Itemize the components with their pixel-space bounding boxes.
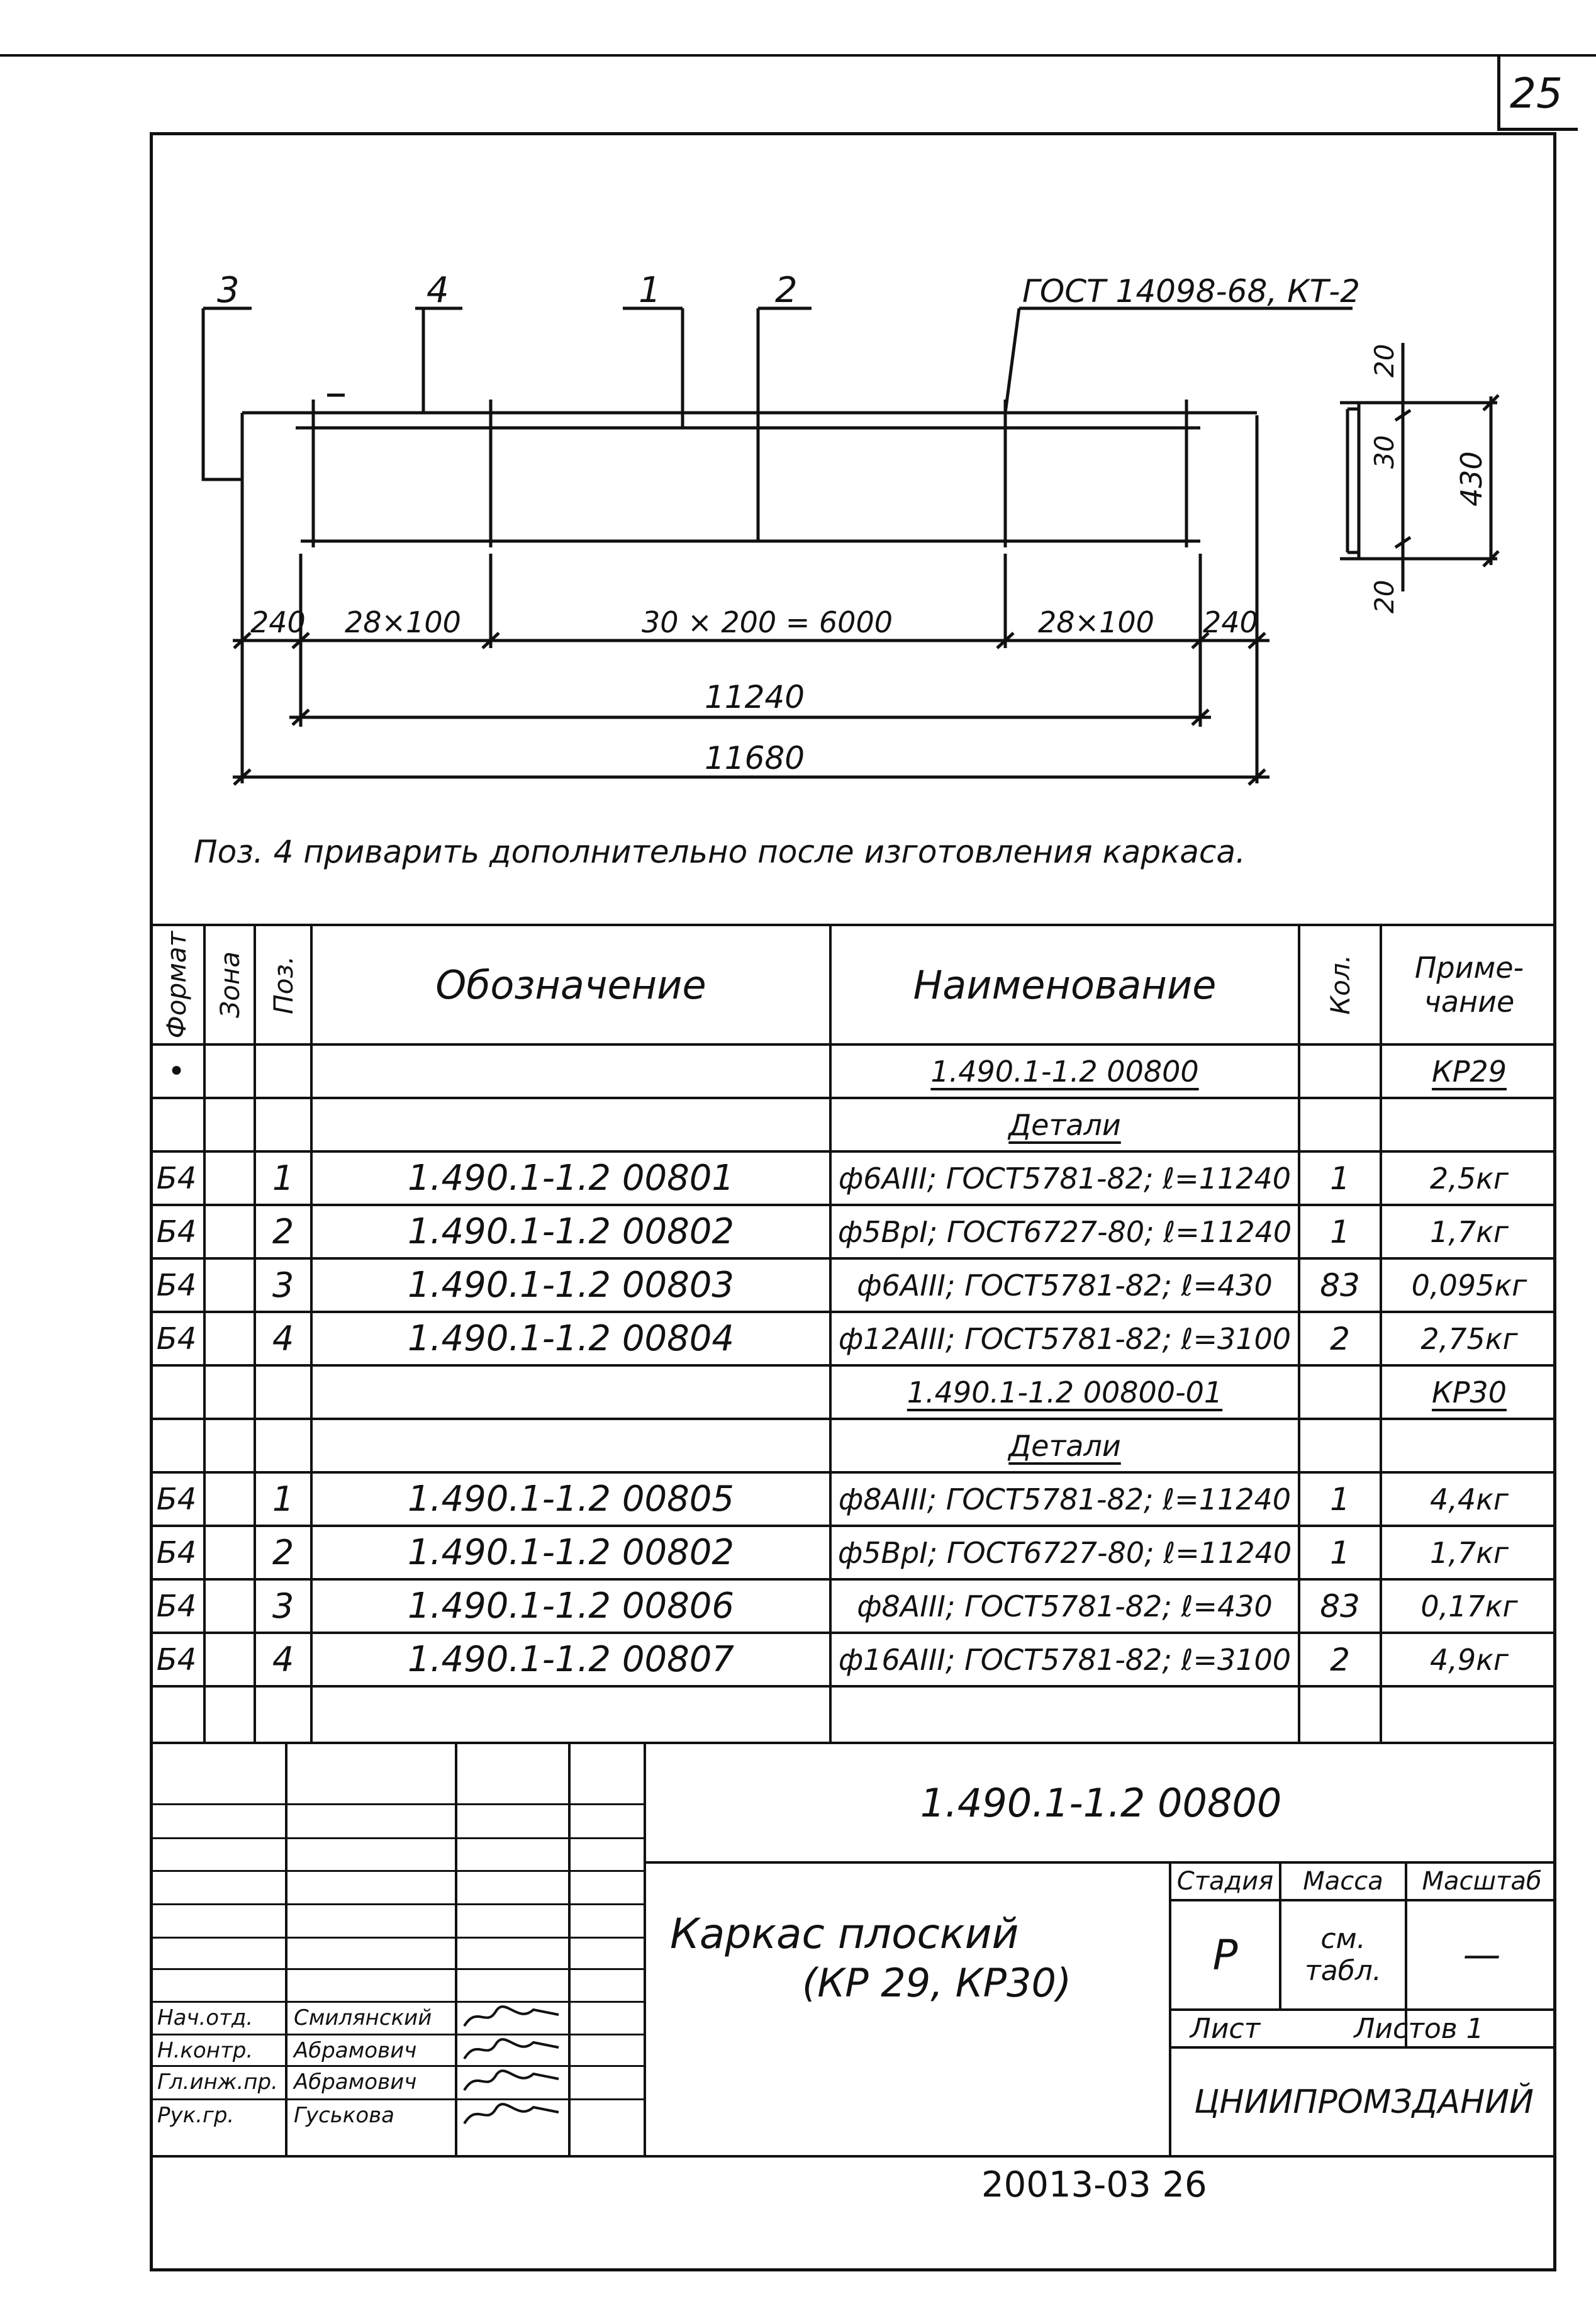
spec-cell-qty: 1 [1330,1160,1350,1197]
spec-cell-qty: 1 [1330,1481,1350,1518]
spec-cell-name: ф6АIII; ГОСТ5781-82; ℓ=11240 [838,1161,1292,1195]
mass-value: см. табл. [1305,1923,1381,1987]
sheets-label: Листов 1 [1354,2012,1484,2045]
spec-cell-zone [206,1313,254,1364]
header-note: Приме-чание [1414,951,1524,1019]
spec-cell-note: КР30 [1432,1375,1507,1409]
spec-cell-name: ф12АIII; ГОСТ5781-82; ℓ=3100 [838,1321,1292,1356]
sheet-label: Лист [1190,2012,1261,2045]
spec-cell-format: Б4 [156,1214,197,1250]
scale-value: — [1463,1933,1501,1977]
spec-cell-format [150,1099,203,1150]
spec-cell-name: Детали [1008,1428,1121,1463]
dim-11240: 11240 [705,679,805,715]
header-pos: Поз. [267,955,299,1014]
header-zone: Зона [214,951,245,1018]
spec-cell-qty: 1 [1330,1534,1350,1571]
spec-cell-pos: 2 [272,1533,294,1572]
title-line-1: Каркас плоский [670,1910,1019,1958]
section-dim-20-bottom: 20 [1369,579,1400,613]
spec-cell-pos [256,1420,310,1471]
spec-cell-zone [206,1367,254,1418]
section-dim-430: 430 [1454,451,1488,507]
spec-cell-zone [206,1206,254,1257]
spec-cell-note: 1,7кг [1429,1214,1509,1249]
spec-cell-name: ф8АIII; ГОСТ5781-82; ℓ=11240 [838,1482,1292,1516]
footer-code: 20013-03 26 [981,2164,1207,2205]
spec-cell-designation [313,1367,829,1418]
stage-value: Р [1212,1930,1238,1979]
spec-cell-pos: 3 [272,1586,294,1626]
spec-cell-qty: 83 [1320,1587,1360,1625]
spec-cell-qty [1300,1420,1380,1471]
spec-cell-name: ф16АIII; ГОСТ5781-82; ℓ=3100 [838,1642,1292,1677]
dim-30x200: 30 × 200 = 6000 [642,605,893,639]
spec-cell-qty: 1 [1330,1213,1350,1250]
spec-cell-name: ф5ВрI; ГОСТ6727-80; ℓ=11240 [837,1535,1292,1570]
spec-cell-zone [206,1046,254,1097]
section-dim-30: 30 [1369,435,1400,469]
spec-cell-pos [256,1046,310,1097]
spec-cell-pos: 3 [272,1265,294,1305]
pos-tag-3: 3 [217,270,240,311]
signature-name: Абрамович [294,2038,417,2063]
spec-cell-designation: 1.490.1-1.2 00802 [408,1532,734,1573]
spec-cell-format: Б4 [156,1481,197,1517]
spec-cell-zone [206,1527,254,1578]
spec-cell-qty: 2 [1330,1320,1350,1357]
spec-cell-name: ф8АIII; ГОСТ5781-82; ℓ=430 [857,1589,1273,1623]
header-qty: Кол. [1324,955,1356,1015]
dim-240-right: 240 [1203,605,1258,639]
spec-cell-format: Б4 [156,1588,197,1624]
organization: ЦНИИПРОМЗДАНИЙ [1194,2083,1534,2121]
spec-cell-pos [256,1367,310,1418]
signature-name: Абрамович [294,2069,417,2095]
pos-tag-4: 4 [427,270,449,311]
handwritten-signature [458,2035,565,2066]
spec-cell-zone [206,1260,254,1311]
spec-cell-qty: 2 [1330,1641,1350,1678]
spec-cell-designation: 1.490.1-1.2 00801 [408,1158,734,1199]
spec-cell-pos: 2 [272,1212,294,1251]
spec-cell-name: Детали [1008,1107,1121,1142]
pos-tag-2: 2 [775,270,798,311]
spec-cell-designation: 1.490.1-1.2 00805 [408,1479,734,1520]
handwritten-signature [458,2066,565,2098]
spec-cell-note: 4,4кг [1429,1482,1509,1516]
spec-cell-name: 1.490.1-1.2 00800-01 [907,1375,1223,1409]
spec-cell-name: ф5ВрI; ГОСТ6727-80; ℓ=11240 [837,1214,1292,1249]
spec-cell-format: Б4 [156,1267,197,1303]
header-name: Наименование [913,961,1217,1008]
spec-cell-zone [206,1581,254,1632]
signature-role: Гл.инж.пр. [157,2069,278,2095]
spec-cell-zone [206,1099,254,1150]
spec-cell-designation: 1.490.1-1.2 00803 [408,1265,734,1306]
spec-cell-note [1382,1420,1556,1471]
spec-cell-qty [1300,1046,1380,1097]
spec-cell-note: 2,5кг [1429,1161,1509,1195]
spec-cell-note: 0,17кг [1420,1589,1518,1623]
spec-cell-note: 4,9кг [1429,1642,1509,1677]
header-format: Формат [161,931,192,1039]
signature-role: Рук.гр. [157,2103,235,2128]
spec-cell-format: Б4 [156,1321,197,1357]
spec-cell-zone [206,1420,254,1471]
spec-cell-format: Б4 [156,1160,197,1196]
spec-cell-note: 2,75кг [1420,1321,1518,1356]
mass-label: Масса [1303,1867,1383,1896]
dim-28x100-right: 28×100 [1038,605,1154,639]
spec-cell-note: 0,095кг [1411,1268,1527,1302]
handwritten-signature [458,2100,565,2131]
spec-cell-pos: 1 [272,1158,294,1198]
spec-cell-designation: 1.490.1-1.2 00806 [408,1586,734,1626]
spec-cell-designation [313,1046,829,1097]
spec-cell-qty [1300,1367,1380,1418]
spec-cell-pos [256,1099,310,1150]
dim-11680: 11680 [705,740,805,776]
spec-cell-format [150,1420,203,1471]
section-dim-20-top: 20 [1369,344,1400,378]
spec-cell-zone [206,1153,254,1204]
page-number: 25 [1510,69,1563,118]
doc-code: 1.490.1-1.2 00800 [920,1779,1282,1826]
pos-tag-1: 1 [639,270,661,311]
spec-cell-qty: 83 [1320,1267,1360,1304]
spec-cell-pos: 1 [272,1479,294,1519]
spec-cell-format: Б4 [156,1535,197,1570]
signature-role: Нач.отд. [157,2005,254,2030]
spec-cell-designation: 1.490.1-1.2 00807 [408,1639,734,1680]
spec-cell-designation [313,1420,829,1471]
spec-cell-format: • [167,1053,186,1089]
handwritten-signature [458,2002,565,2034]
gost-callout: ГОСТ 14098-68, КТ-2 [1022,273,1360,310]
rebar-cage-drawing [0,0,1596,893]
spec-cell-zone [206,1474,254,1525]
spec-cell-pos: 4 [272,1319,294,1358]
scale-label: Масштаб [1422,1867,1542,1896]
spec-cell-designation [313,1099,829,1150]
signature-name: Гуськова [294,2103,395,2128]
spec-cell-name: 1.490.1-1.2 00800 [930,1054,1199,1089]
dim-240-left: 240 [250,605,306,639]
spec-cell-note [1382,1099,1556,1150]
spec-cell-note: 1,7кг [1429,1535,1509,1570]
dim-28x100-left: 28×100 [345,605,461,639]
stage-label: Стадия [1176,1867,1274,1896]
spec-cell-format [150,1367,203,1418]
signature-role: Н.контр. [157,2038,254,2063]
spec-cell-note: КР29 [1432,1054,1507,1089]
fabrication-note: Поз. 4 приварить дополнительно после изготовления каркаса. [194,834,1246,870]
spec-cell-zone [206,1634,254,1685]
spec-cell-format: Б4 [156,1642,197,1677]
spec-cell-pos: 4 [272,1640,294,1679]
spec-cell-name: ф6АIII; ГОСТ5781-82; ℓ=430 [857,1268,1273,1302]
spec-cell-qty [1300,1099,1380,1150]
signature-name: Смилянский [294,2005,432,2030]
spec-cell-designation: 1.490.1-1.2 00804 [408,1318,734,1359]
title-line-2: (КР 29, КР30) [802,1960,1072,2006]
header-designation: Обозначение [435,961,706,1008]
spec-cell-designation: 1.490.1-1.2 00802 [408,1211,734,1252]
